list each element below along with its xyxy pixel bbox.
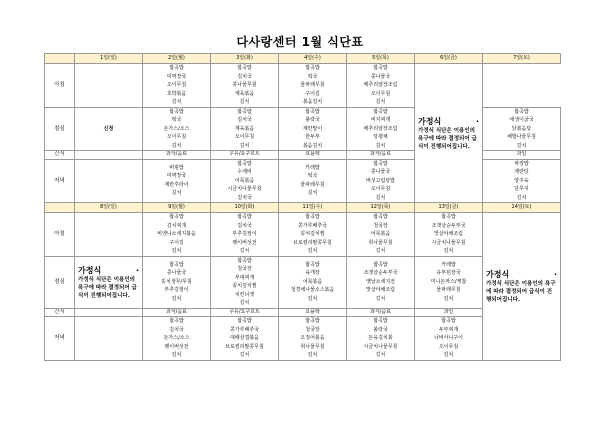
day-header-row [45,54,561,64]
menu-item: 김치 [375,352,386,358]
menu-cell [347,64,415,108]
menu-item: 취나물무침 [300,343,325,350]
menu-item: 카레밥 [305,164,320,171]
note-title-text: 가정식 [486,269,510,279]
menu-cell [75,213,143,257]
menu-item: 오징어볶음 [300,335,325,341]
menu-item: 김치 [171,295,182,302]
menu-item: 콩나물국 [166,270,187,277]
menu-item: 어묵볶음 [234,177,255,184]
snack-cell: 과자/음료 [143,151,211,160]
menu-item [75,73,142,82]
menu-item: 대패삼겹볶음 [230,335,259,341]
menu-item: 쎄발나물무침 [507,134,536,140]
menu-item: 물파래무침 [300,82,325,88]
menu-item: 합곡밥 [169,318,184,324]
menu-item: 돈가스/소스 [163,125,190,132]
dinner-row [45,159,561,203]
day-header: 3일(화) [211,54,279,64]
menu-item: 계란말이 [302,125,323,132]
menu-item [75,343,142,352]
menu-cell [211,213,279,257]
menu-item: 김치 [375,99,386,105]
menu-item: 두부찌개 [438,326,459,333]
menu-item: 합곡밥 [169,65,184,71]
snack-cell [75,151,143,160]
menu-item: 김치 [443,295,454,302]
menu-item: 콩나물국 [370,169,391,175]
menu-item: 볼락국 [305,117,320,123]
snack-cell: 과자/음료 [143,308,211,317]
day-header: 8일(일) [75,203,143,213]
menu-item: 청국장 [237,266,252,272]
menu-cell [347,213,415,257]
menu-item: 김치국 [237,117,252,123]
note-title [486,269,557,280]
day-header: 7일(토) [483,54,561,64]
header-corner [45,54,75,64]
menu-cell [143,213,211,257]
menu-item: 합곡밥 [237,214,252,220]
menu-item: 합곡밥 [373,261,388,268]
menu-item: 계육볶음 [234,125,255,132]
menu-item: 호박볶음 [166,90,187,97]
snack-cell: 우유/요구르트 [211,308,279,317]
menu-item: 합곡밥 [441,318,456,324]
menu-item: 김치 [307,295,318,302]
menu-item: 양주육 [514,177,529,184]
menu-item: 단무지 [514,186,529,192]
menu-item: 김치국 [237,222,252,229]
menu-item: 부추김절이 [232,231,257,237]
day-header: 10일(화) [211,203,279,213]
menu-item: 합곡밥 [237,257,252,264]
menu-item: 오이무침 [166,82,187,88]
snack-cell [75,308,143,317]
menu-item: 물파래무침 [300,181,325,188]
menu-item: 꽁치김치찜 [300,231,325,237]
snack-cell: 과일 [483,151,561,160]
menu-cell [483,107,561,151]
menu-item: 합곡밥 [305,261,320,268]
note-title [418,116,479,127]
menu-item: 콩나물무침 [232,82,257,88]
menu-item: 유부된장국 [436,270,461,277]
breakfast-row [45,64,561,108]
lunch-row [45,107,561,151]
menu-item: 김치 [443,248,454,254]
menu-cell [347,317,415,361]
snack-cell: 과일 [415,308,483,317]
homestyle-note [415,64,483,203]
row-label: 아침 [45,213,75,257]
menu-item: 짜장밥 [514,160,529,167]
breakfast-row [45,213,561,257]
menu-item: 김치 [171,352,182,358]
menu-item: 계란후라이 [164,181,189,188]
note-title [78,265,139,276]
menu-cell [279,213,347,257]
row-label: 점심 [45,107,75,151]
menu-item: 김치 [307,352,318,358]
menu-item: 어묵볶음 [302,278,323,285]
row-label: 간식 [45,151,75,160]
menu-item: 김치 [375,194,386,201]
snack-cell: 과자/음료 [347,151,415,160]
menu-cell [143,64,211,108]
menu-item: 비지찌개 [370,117,391,123]
menu-item: 합곡밥 [305,108,320,115]
menu-item: 합곡밥 [305,65,320,71]
menu-cell [347,159,415,203]
menu-cell [347,256,415,308]
menu-item: 김치 [239,142,250,149]
menu-item: 너비아니구이 [434,335,463,341]
day-header: 2일(월) [143,54,211,64]
row-label: 저녁 [45,159,75,203]
menu-item: 오이무침 [370,186,391,192]
menu-item: 팽이버섯전 [164,343,189,350]
note-dot: · [553,269,557,279]
menu-item: 합곡밥 [514,108,529,115]
menu-cell [211,107,279,151]
menu-cell [279,317,347,361]
menu-cell [75,64,143,108]
menu-item: 계육볶음 [234,90,255,97]
menu-cell [143,317,211,361]
menu-item: 한두부 [305,134,320,140]
menu-cell [279,107,347,151]
menu-item: 김치 [307,190,318,197]
menu-item: 치킨너겟 [234,291,255,298]
menu-item: 김치찌개 [166,222,187,229]
menu-item: 김치 [375,142,386,149]
menu-item: 합곡밥 [373,108,388,115]
menu-item: 미역장국 [166,173,187,180]
menu-item: 볶음김치 [302,142,323,149]
menu-cell [415,317,483,361]
menu-item [75,326,142,335]
menu-item: 합곡밥 [373,160,388,167]
snack-cell: 우유/요구르트 [211,151,279,160]
menu-item: 합곡밥 [373,65,388,71]
row-label: 점심 [45,256,75,308]
menu-item: 탕평채 [373,134,388,140]
menu-item: 볶음김치 [302,99,323,105]
menu-cell [279,159,347,203]
menu-item: 맛살야채조림 [366,287,395,294]
menu-item: 청국장 [305,326,320,333]
menu-item: 합곡밥 [441,214,456,220]
header-corner [45,203,75,213]
snack-cell: 요플레 [279,151,347,160]
menu-item: 오이무침 [234,134,255,140]
menu-item: 오이무침 [438,343,459,350]
menu-cell [415,213,483,257]
menu-item [75,90,142,99]
menu-item: 김치 [307,248,318,254]
menu-item: 시금치나물무침 [431,239,466,246]
menu-item: 돈가스/소스 [163,335,190,341]
menu-cell [279,256,347,308]
menu-item: 콩가루배추국 [298,222,327,229]
menu-item: 볼락국 [373,326,388,333]
menu-item [75,317,142,326]
menu-item: 옛날소세지전 [366,278,395,285]
menu-cell [75,159,143,203]
menu-item: 계란탕 [514,169,529,175]
page-title: 다사랑센터 1월 식단표 [236,35,364,49]
menu-item: 메추리알장조림 [363,125,398,132]
menu-item [75,64,142,73]
day-header: 13일(금) [415,203,483,213]
menu-cell [75,317,143,361]
day-header: 5일(목) [347,54,415,64]
menu-item: 부추김절이 [164,287,189,294]
menu-item: 오이무침 [166,134,187,140]
menu-item: 브로컬리팔콩무침 [225,343,264,350]
menu-item: 브로컬리팔콩무침 [293,239,332,246]
menu-item: 조갯살순두부국 [431,222,466,229]
menu-item: 김치국 [237,73,252,80]
menu-cell [211,159,279,203]
menu-cell [211,256,279,308]
day-header: 14일(토) [483,203,561,213]
menu-item: 버섯고림탕밥 [366,177,395,184]
menu-item: 합곡밥 [169,108,184,115]
menu-item: 미역장국 [166,73,187,80]
menu-item: 어묵볶음 [370,231,391,237]
menu-item: 구이김 [305,90,320,97]
menu-item: 떡국 [307,173,318,180]
menu-item [75,98,142,107]
menu-item: 오이무침 [370,90,391,97]
menu-item: 팽이버섯전 [232,239,257,246]
menu-item: 구이김 [169,239,184,246]
menu-item: 수제비 [237,169,252,175]
menu-item: 메추리알장조림 [363,82,398,88]
menu-item: 시금치나물무침 [363,343,398,350]
menu-item: 김치국 [237,194,252,201]
menu-item: 합곡밥 [373,318,388,324]
menu-item: 김치 [171,190,182,197]
day-header: 9일(월) [143,203,211,213]
menu-cell [211,64,279,108]
menu-item: 합곡밥 [237,160,252,167]
menu-item: 김치 [443,352,454,358]
note-body: 가정식 식단은 이용인의 욕구에 따라 결정되어 급식이 진행되어집니다. [418,127,477,150]
menu-item [75,81,142,90]
day-header: 6일(금) [415,54,483,64]
day-header: 12일(목) [347,203,415,213]
menu-item: 꽁치김치찜 [232,283,257,289]
menu-item: 돈육김치볶 [368,335,393,341]
menu-item: 카레밥 [441,261,456,268]
menu-cell [347,107,415,151]
menu-item: 떡국 [307,73,318,80]
menu-cell [211,317,279,361]
menu-item: 비빔밥 [169,164,184,171]
menu-item: 합곡밥 [237,65,252,71]
menu-item: 떡국 [171,117,182,123]
menu-cell [143,159,211,203]
note-body: 가정식 식단은 이용인의 욕구에 따라 결정되어 급식이 진행되어집니다. [486,280,556,303]
menu-item: 합곡밥 [237,108,252,115]
menu-item: 김치 [516,194,527,201]
menu-item: 합곡밥 [373,214,388,220]
menu-item: 꽁치생무/무침 [161,278,192,285]
menu-item: 부대찌개 [234,274,255,281]
menu-item: 김치 [239,248,250,254]
homestyle-note [483,213,561,361]
menu-item [75,334,142,343]
menu-item: 미니돈까스/케찹 [430,278,467,285]
row-label: 아침 [45,64,75,108]
menu-item: 김치 [239,300,250,306]
note-title-text: 가정식 [78,265,102,275]
menu-item: 김치 [171,99,182,105]
day-header-row [45,203,561,213]
menu-item: 김치 [171,142,182,149]
menu-cell [483,159,561,203]
menu-item: 조갯살순두부국 [363,270,398,277]
menu-item: 합곡밥 [305,214,320,220]
menu-item: 시금치나물무침 [227,186,262,192]
day-header: 4일(수) [279,54,347,64]
menu-item: 합곡밥 [169,214,184,220]
note-title-text: 가정식 [418,116,442,126]
menu-item: 김치 [516,142,527,149]
menu-item: 합곡밥 [237,318,252,324]
menu-item: 합곡밥 [305,318,320,324]
menu-item: 청경채나물소스볶음 [290,287,335,294]
menu-cell [279,64,347,108]
menu-item: 김치 [375,295,386,302]
note-dot: · [475,116,479,126]
menu-item: 비엔나소세지볶음 [157,231,196,237]
menu-item: 육개장 [305,270,320,277]
menu-item: 김치 [375,248,386,254]
menu-item: 청국장 [373,222,388,229]
note-dot: · [135,265,139,275]
snack-cell: 요플레 [279,308,347,317]
menu-table [44,53,561,361]
menu-item: 콩나물국 [370,73,391,80]
note-body: 가정식 식단은 이용인의 욕구에 따라 결정되어 급식이 진행되어집니다. [78,276,137,299]
row-label: 저녁 [45,317,75,361]
menu-item: 합곡밥 [169,261,184,268]
menu-item: 물파래무침 [436,287,461,294]
menu-item: 닭볶음탕 [511,125,532,132]
holiday-label: 신정 [75,107,143,151]
menu-item [75,351,142,360]
menu-item: 콩가루배추국 [230,326,259,333]
menu-cell [415,256,483,308]
day-header: 1일(일) [75,54,143,64]
menu-item: 김치 [239,99,250,105]
menu-cell [143,256,211,308]
snack-row [45,151,561,160]
menu-item: 맛살야채조림 [434,231,463,237]
day-header: 11일(수) [279,203,347,213]
homestyle-note [75,256,143,308]
menu-item: 김치 [239,352,250,358]
menu-item: 애생이굴국 [509,117,534,123]
menu-cell [143,107,211,151]
menu-item: 취나물무침 [368,239,393,246]
row-label: 간식 [45,308,75,317]
menu-item: 김치 [171,248,182,254]
snack-cell: 과자/음료 [347,308,415,317]
menu-item: 김치국 [169,326,184,333]
